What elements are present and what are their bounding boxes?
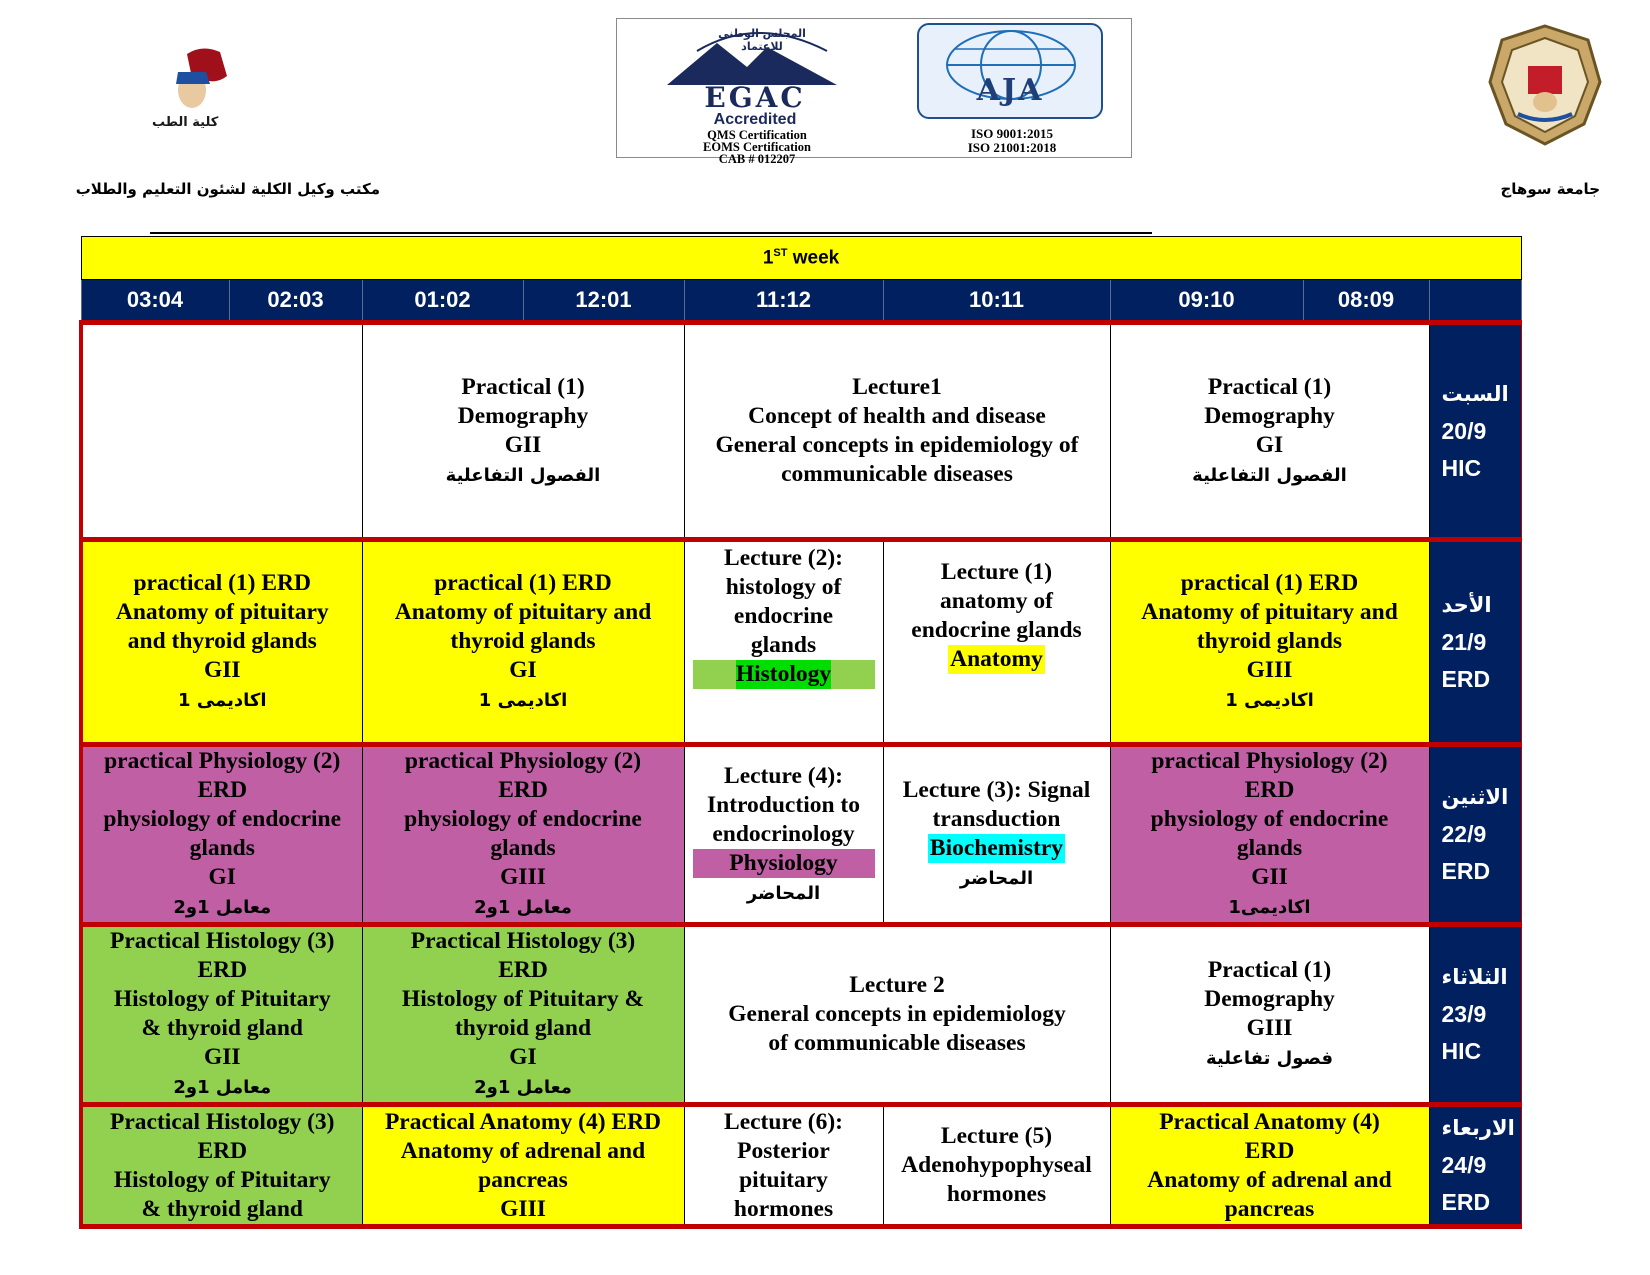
session-cell: practical Physiology (2) ERD physiology of endocrine glands GI معامل 1و2 [81, 745, 362, 925]
aja-globe-icon [917, 23, 1103, 119]
session-cell: Practical Anatomy (4) ERD Anatomy of adrenal and pancreas GIII [362, 1105, 684, 1227]
day-row-wednesday [81, 1105, 1521, 1227]
egac-qms: QMS Certification [707, 128, 807, 142]
session-location: معامل 1و2 [173, 1077, 272, 1098]
day-name: الاربعاء [1441, 1116, 1515, 1140]
time-slot: 12:01 [523, 280, 684, 323]
session-cell: practical Physiology (2) ERD physiology of endocrine glands GII اكاديمى1 [1110, 745, 1429, 925]
day-label [1429, 323, 1521, 540]
day-code: HIC [1441, 454, 1482, 481]
egac-title: EGAC [704, 81, 806, 114]
session-location: معامل 1و2 [173, 897, 272, 918]
session-cell: Lecture (1) anatomy of endocrine glands Anatomy [883, 540, 1110, 745]
session-cell: Practical (1) Demography GIII فصول تفاعلية [1110, 925, 1429, 1105]
session-location: معامل 1و2 [474, 1077, 572, 1098]
day-date: 23/9 [1441, 1001, 1487, 1027]
day-name: السبت [1441, 381, 1509, 406]
day-row-sunday [81, 540, 1521, 745]
time-slot: 09:10 [1110, 280, 1303, 323]
faculty-of-medicine-logo [92, 14, 262, 140]
session-cell: practical (1) ERD Anatomy of pituitary and thyroid glands GIII اكاديمى 1 [1110, 540, 1429, 745]
university-name: جامعة سوهاج [1500, 180, 1600, 198]
day-name: الثلاثاء [1441, 965, 1508, 989]
time-slot: 01:02 [362, 280, 523, 323]
session-location: المحاضر [746, 882, 821, 904]
day-row-saturday [81, 323, 1521, 540]
day-name: الاثنين [1441, 785, 1509, 809]
session-cell: Practical Histology (3) ERD Histology of Pituitary & thyroid gland GI معامل 1و2 [362, 925, 684, 1105]
session-location: المحاضر [959, 868, 1034, 889]
session-location: اكاديمى 1 [1225, 690, 1314, 711]
day-label [1429, 745, 1521, 925]
time-slot: 03:04 [81, 280, 229, 323]
time-slot: 11:12 [684, 280, 883, 323]
session-location: اكاديمى 1 [478, 690, 568, 711]
session-cell: Practical Histology (3) ERD Histology of Pituitary & thyroid gland GII معامل 1و2 [81, 925, 362, 1105]
sohag-university-seal [1484, 22, 1606, 148]
day-code: HIC [1441, 1038, 1482, 1064]
egac-arabic-name: المجلس الوطنى للاعتماد [718, 27, 806, 53]
session-cell: Lecture (3): Signal transduction Biochemistry المحاضر [883, 745, 1110, 925]
day-date: 24/9 [1441, 1152, 1487, 1178]
session-cell: practical (1) ERD Anatomy of pituitary and thyroid glands GII اكاديمى 1 [81, 540, 362, 745]
day-date: 22/9 [1441, 821, 1487, 847]
iso-9001: ISO 9001:2015 [971, 126, 1053, 141]
session-location: معامل 1و2 [474, 897, 572, 918]
session-cell: Lecture1 Concept of health and disease General concepts in epidemiology of communicable diseases [684, 323, 1110, 540]
egac-cab: CAB # 012207 [718, 152, 796, 166]
egac-logo [637, 21, 877, 166]
session-location: الفصول التفاعلية [445, 464, 601, 486]
session-empty [81, 323, 362, 540]
egac-eoms: EOMS Certification [703, 140, 811, 154]
day-date: 21/9 [1441, 628, 1487, 655]
session-cell: practical Physiology (2) ERD physiology of endocrine glands GIII معامل 1و2 [362, 745, 684, 925]
accreditation-box [616, 18, 1132, 166]
time-header-row [81, 280, 1521, 323]
session-cell: Practical (1) Demography GII الفصول التفاعلية [362, 323, 684, 540]
session-cell: Lecture (5) Adenohypophyseal hormones [883, 1105, 1110, 1227]
week-title [81, 237, 1521, 280]
time-slot: 02:03 [229, 280, 362, 323]
session-cell: Lecture (6): Posterior pituitary hormones [684, 1105, 883, 1227]
session-cell: Practical (1) Demography GI الفصول التفاعلية [1110, 323, 1429, 540]
iso-21001: ISO 21001:2018 [967, 140, 1057, 155]
session-location: اكاديمى1 [1228, 897, 1311, 918]
svg-text:كلية الطب: كلية الطب [152, 115, 219, 130]
header-divider [150, 232, 1152, 234]
day-header-corner [1429, 280, 1521, 323]
day-label [1429, 540, 1521, 745]
session-location: اكاديمى 1 [178, 690, 267, 711]
session-cell: Lecture (4): Introduction to endocrinology Physiology المحاضر [684, 745, 883, 925]
subject-tag: Physiology [693, 849, 875, 878]
day-row-monday [81, 745, 1521, 925]
day-code: ERD [1441, 858, 1491, 884]
day-row-tuesday [81, 925, 1521, 1105]
time-slot: 10:11 [883, 280, 1110, 323]
session-location: الفصول التفاعلية [1192, 464, 1347, 486]
subject-tag: Anatomy [950, 646, 1043, 672]
office-title: مكتب وكيل الكلية لشئون التعليم والطلاب [75, 180, 380, 198]
day-label [1429, 925, 1521, 1105]
session-location: فصول تفاعلية [1205, 1048, 1334, 1069]
aja-text: AJA [976, 73, 1044, 108]
day-code: ERD [1441, 665, 1491, 692]
time-slot: 08:09 [1303, 280, 1429, 323]
week-number: 1 [762, 247, 774, 269]
session-cell: Practical Histology (3) ERD Histology of Pituitary & thyroid gland [81, 1105, 362, 1227]
weekly-schedule-table [79, 236, 1522, 1229]
egac-accredited: Accredited [713, 111, 797, 128]
day-label [1429, 1105, 1521, 1227]
session-cell: Lecture 2 General concepts in epidemiology of communicable diseases [684, 925, 1110, 1105]
day-code: ERD [1441, 1189, 1491, 1215]
session-cell: Practical Anatomy (4) ERD Anatomy of adrenal and pancreas [1110, 1105, 1429, 1227]
session-cell: Lecture (2): histology of endocrine glands Histology [684, 540, 883, 745]
week-word: week [787, 247, 840, 269]
day-name: الأحد [1441, 592, 1492, 617]
subject-tag: Histology [735, 661, 832, 687]
session-cell: practical (1) ERD Anatomy of pituitary and thyroid glands GI اكاديمى 1 [362, 540, 684, 745]
day-date: 20/9 [1441, 417, 1487, 444]
subject-tag: Biochemistry [929, 835, 1064, 861]
week-suffix: ST [773, 246, 788, 259]
aja-logo [917, 23, 1117, 157]
